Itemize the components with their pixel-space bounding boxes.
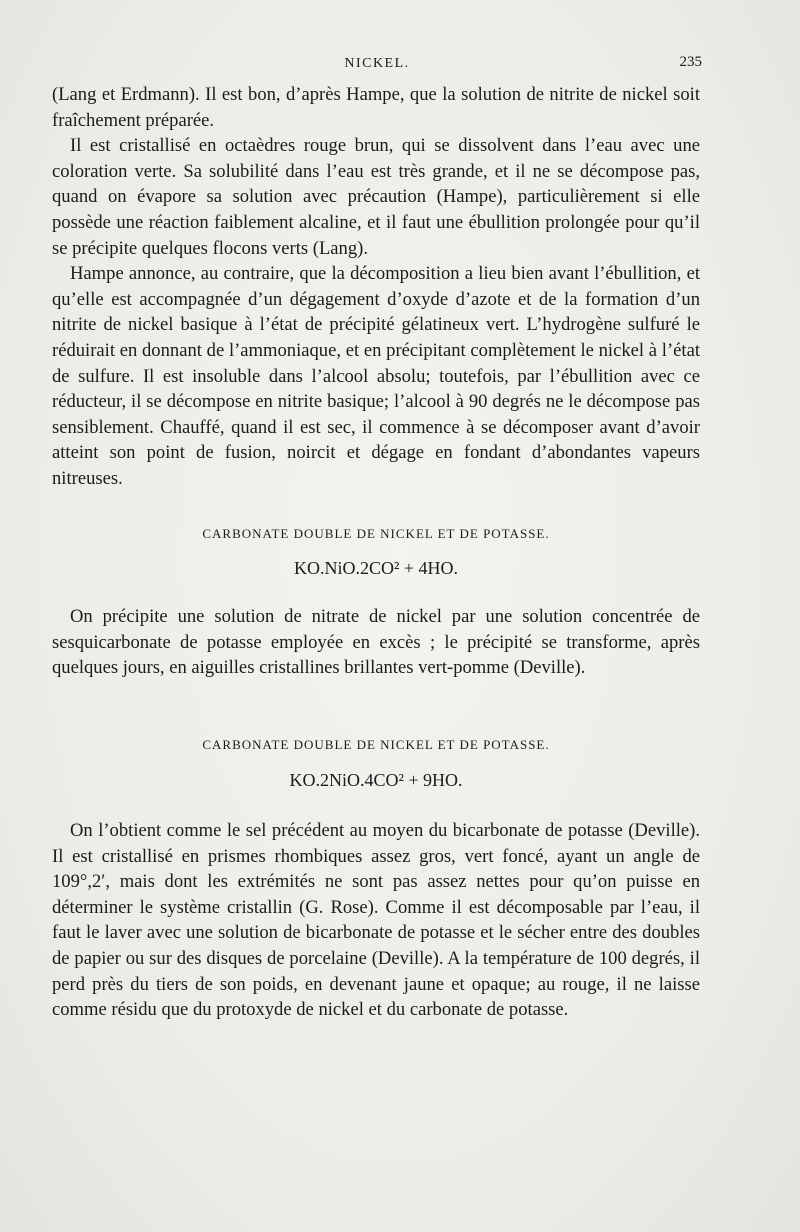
page-number: 235: [679, 54, 702, 70]
paragraph: Il est cristallisé en octaèdres rouge brun, qui se dissolvent dans l’eau avec une coloration verte. Sa solubilité dans l’eau est très grande, et il ne se décompose pas, quand on évapore sa solution avec précaution (Hampe), particulièrement si elle possède une réaction faiblement alcaline, et il faut une ébullition prolongée pour qu’il se précipite quelques flocons verts (Lang).: [52, 135, 700, 259]
paragraph: On l’obtient comme le sel précédent au moyen du bicarbonate de potasse (Deville). Il est cristallisé en prismes rhombiques assez gros, vert foncé, ayant un angle de 109°,2′, mais dont les extrémités ne sont pas assez nettes pour qu’on puisse en déterminer le système cristallin (G. Rose). Comme il est décomposable par l’eau, il faut le laver avec une solution de bicarbonate de potasse et le sécher entre des doubles de papier ou sur des disques de porcelaine (Deville). A la température de 100 degrés, il perd près du tiers de son poids, en devenant jaune et opaque; au rouge, il ne laisse comme résidu que du protoxyde de nickel et du carbonate de potasse.: [52, 820, 700, 1021]
formula-2: KO.2NiO.4CO² + 9HO.: [289, 770, 463, 790]
section-1-text: [52, 604, 700, 681]
paragraph: Hampe annonce, au contraire, que la décomposition a lieu bien avant l’ébullition, et qu’elle est accompagnée d’un dégagement d’oxyde d’azote et de la formation d’un nitrite de nickel basique à l’état de précipité gélatineux vert. L’hydrogène sulfuré le réduirait en donnant de l’ammoniaque, et en précipitant complètement le nickel à l’état de sulfure. Il est insoluble dans l’alcool absolu; toutefois, par l’ébullition avec ce réducteur, il se décompose en nitrite basique; l’alcool à 90 degrés ne le décompose pas sensiblement. Chauffé, quand il est sec, il commence à se décomposer avant d’avoir atteint son point de fusion, noircit et dégage en fondant d’abondantes vapeurs nitreuses.: [52, 263, 700, 489]
page-header: [52, 48, 702, 78]
paragraph: On précipite une solution de nitrate de nickel par une solution concentrée de sesquicarbonate de potasse employée en excès ; le précipité se transforme, après quelques jours, en aiguilles cristallines brillantes vert-pomme (Deville).: [52, 606, 700, 679]
intro-text: [52, 82, 700, 492]
section-title-1: CARBONATE DOUBLE DE NICKEL ET DE POTASSE.: [202, 526, 550, 541]
section-title-2: CARBONATE DOUBLE DE NICKEL ET DE POTASSE.: [202, 737, 550, 752]
formula-1: KO.NiO.2CO² + 4HO.: [293, 558, 459, 578]
running-head: NICKEL.: [344, 56, 410, 71]
paragraph: (Lang et Erdmann). Il est bon, d’après Hampe, que la solution de nitrite de nickel soit fraîchement préparée.: [52, 84, 700, 131]
section-2-text: [52, 818, 700, 1023]
